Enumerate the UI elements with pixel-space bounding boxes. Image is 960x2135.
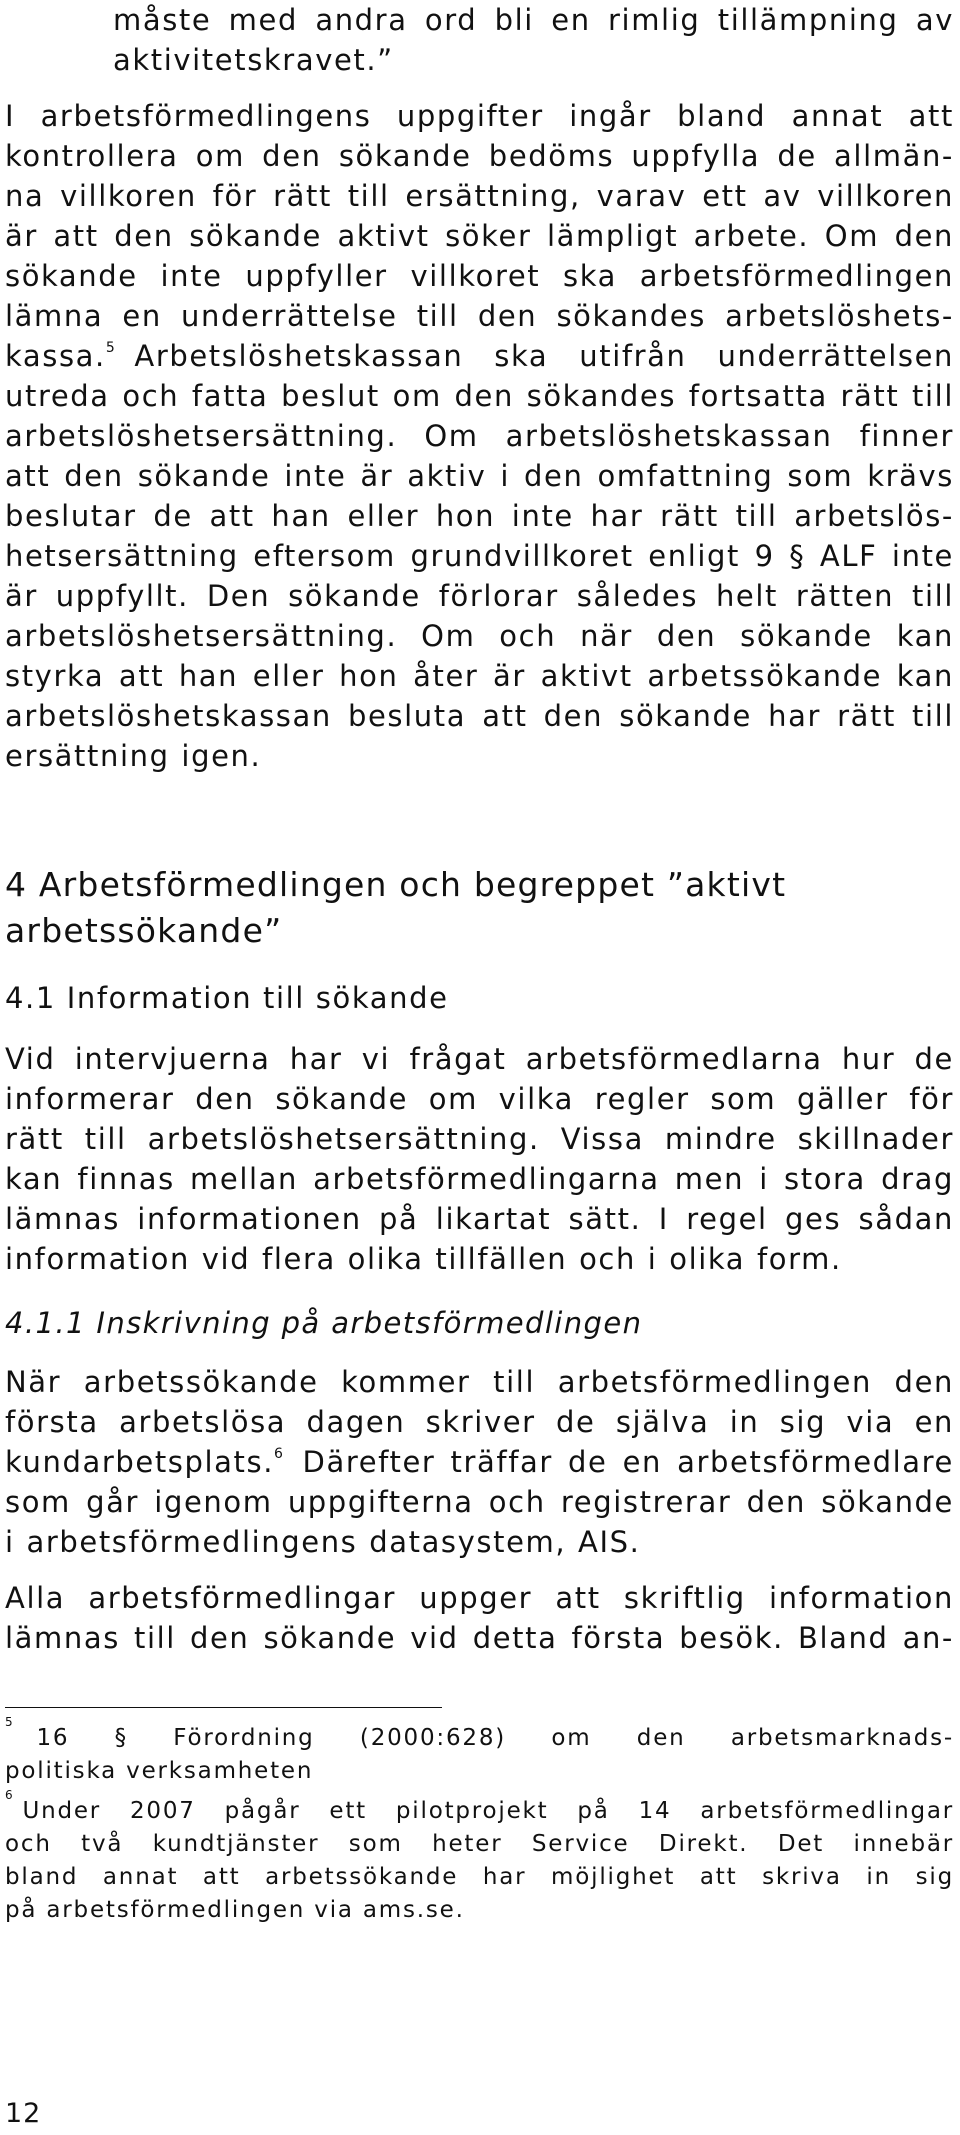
- text-line: lämnas till den sökande vid detta första besök. Bland an-: [5, 1621, 954, 1655]
- text-line: i arbetsförmedlingens datasystem, AIS.: [5, 1525, 641, 1559]
- text-fragment: Arbetslöshetskassan ska utifrån underrättelsen: [134, 339, 954, 373]
- text-line: beslutar de att han eller hon inte har rätt till arbetslös-: [5, 499, 954, 533]
- footnote-6: [5, 1788, 954, 1927]
- footnote-line: politiska verksamheten: [5, 1758, 314, 1784]
- footnote-marker: 6: [5, 1788, 15, 1802]
- text-line: måste med andra ord bli en rimlig tillämpning av: [113, 3, 954, 37]
- footnote-5: [5, 1715, 954, 1788]
- section-heading: [5, 862, 954, 954]
- text-line: Alla arbetsförmedlingar uppger att skriftlig information: [5, 1581, 954, 1615]
- text-line: I arbetsförmedlingens uppgifter ingår bland annat att: [5, 99, 954, 133]
- footnote-text: 16 § Förordning (2000:628) om den arbetsmarknads-: [36, 1725, 954, 1751]
- text-line: Vid intervjuerna har vi frågat arbetsförmedlarna hur de: [5, 1042, 954, 1076]
- text-line: ersättning igen.: [5, 739, 262, 773]
- footnote-separator: [5, 1707, 442, 1708]
- footnote-line: och två kundtjänster som heter Service Direkt. Det innebär: [5, 1831, 954, 1857]
- subsubsection-heading: 4.1.1 Inskrivning på arbetsförmedlingen: [5, 1306, 643, 1340]
- text-line: na villkoren för rätt till ersättning, varav ett av villkoren: [5, 179, 954, 213]
- text-fragment: kundarbetsplats.: [5, 1445, 275, 1479]
- text-line: lämna en underrättelse till den sökandes arbetslöshets-: [5, 299, 954, 333]
- text-line: informerar den sökande om vilka regler som gäller för: [5, 1082, 954, 1116]
- footnote-line: [5, 1788, 954, 1828]
- footnote-reference: 6: [274, 1446, 285, 1462]
- footnote-text: Under 2007 pågår ett pilotprojekt på 14 arbetsförmedlingar: [22, 1798, 954, 1824]
- text-fragment: kassa.: [5, 339, 106, 373]
- text-line: kan finnas mellan arbetsförmedlingarna men i stora drag: [5, 1162, 954, 1196]
- text-line: första arbetslösa dagen skriver de själva in sig via en: [5, 1405, 954, 1439]
- text-line-with-footnote: [5, 1442, 954, 1482]
- text-line: arbetslöshetsersättning. Om arbetslöshetskassan finner: [5, 419, 954, 453]
- text-line: är att den sökande aktivt söker lämpligt arbete. Om den: [5, 219, 954, 253]
- text-fragment: Därefter träffar de en arbetsförmedlare: [302, 1445, 954, 1479]
- text-line: arbetslöshetskassan besluta att den sökande har rätt till: [5, 699, 954, 733]
- subsection-heading: 4.1 Information till sökande: [5, 981, 449, 1015]
- text-line: är uppfyllt. Den sökande förlorar således helt rätten till: [5, 579, 954, 613]
- text-line: aktivitetskravet.”: [113, 43, 394, 77]
- text-line: arbetslöshetsersättning. Om och när den sökande kan: [5, 619, 954, 653]
- paragraph-information: [5, 1039, 954, 1279]
- footnote-line: bland annat att arbetssökande har möjlighet att skriva in sig: [5, 1864, 954, 1890]
- footnote-line: på arbetsförmedlingen via ams.se.: [5, 1897, 465, 1923]
- heading-line: 4 Arbetsförmedlingen och begreppet ”aktivt: [5, 865, 787, 904]
- footnote-line: [5, 1715, 954, 1755]
- footnote-marker: 5: [5, 1715, 15, 1729]
- text-line: kontrollera om den sökande bedöms uppfylla de allmän-: [5, 139, 954, 173]
- text-line: lämnas informationen på likartat sätt. I regel ges sådan: [5, 1202, 954, 1236]
- page-number: 12: [5, 2098, 42, 2129]
- text-line: När arbetssökande kommer till arbetsförmedlingen den: [5, 1365, 954, 1399]
- text-line-with-footnote: [5, 336, 954, 376]
- paragraph-skriftlig-information: [5, 1578, 954, 1658]
- footnote-reference: 5: [105, 340, 117, 356]
- text-line: styrka att han eller hon åter är aktivt arbetssökande kan: [5, 659, 954, 693]
- text-line: hetsersättning eftersom grundvillkoret enligt 9 § ALF inte: [5, 539, 954, 573]
- text-line: rätt till arbetslöshetsersättning. Vissa mindre skillnader: [5, 1122, 954, 1156]
- heading-line: arbetssökande”: [5, 911, 283, 950]
- text-line: att den sökande inte är aktiv i den omfattning som krävs: [5, 459, 954, 493]
- paragraph-inskrivning: [5, 1362, 954, 1562]
- text-line: sökande inte uppfyller villkoret ska arbetsförmedlingen: [5, 259, 954, 293]
- text-line: utreda och fatta beslut om den sökandes fortsatta rätt till: [5, 379, 954, 413]
- text-line: information vid flera olika tillfällen och i olika form.: [5, 1242, 842, 1276]
- paragraph-arbetsformedlingens-uppgifter: [5, 96, 954, 776]
- text-line: som går igenom uppgifterna och registrerar den sökande: [5, 1485, 954, 1519]
- intro-paragraph: [113, 0, 954, 80]
